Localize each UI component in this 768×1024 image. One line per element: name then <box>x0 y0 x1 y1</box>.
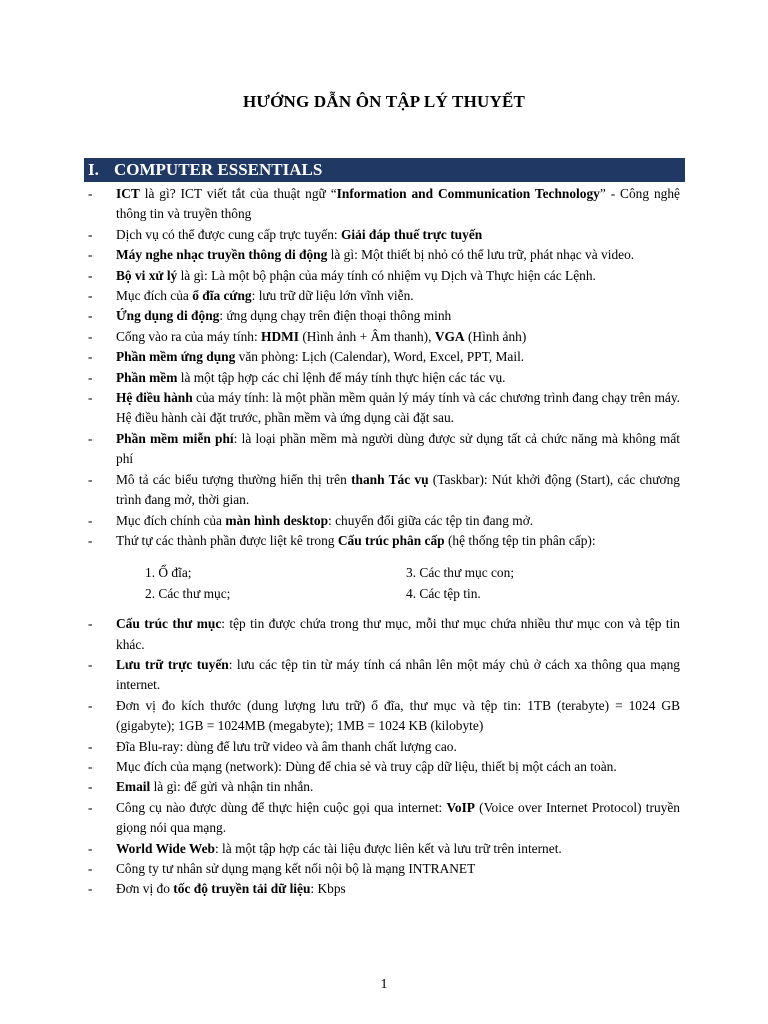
list-item-text <box>116 306 680 326</box>
bullet-dash: - <box>88 369 93 385</box>
list-item-text <box>116 839 680 859</box>
text-run: là gì: để gửi và nhận tin nhắn. <box>150 779 314 795</box>
bold-term: Cấu trúc phân cấp <box>337 532 445 548</box>
bullet-dash: - <box>88 390 93 406</box>
list-item-text <box>116 655 680 696</box>
list-item <box>84 879 680 899</box>
list-item-text <box>116 470 680 511</box>
list-item-text <box>116 327 680 347</box>
text-run: : ứng dụng chạy trên điện thoại thông minh <box>219 308 452 324</box>
list-item-text <box>116 429 680 470</box>
sublist-item: 4. Các tệp tin. <box>406 585 481 601</box>
bold-term: VGA <box>434 328 465 344</box>
text-run: (Hình ảnh) <box>464 328 527 344</box>
numbered-sublist <box>145 563 680 604</box>
text-run: Đơn vị đo kích thước (dung lượng lưu trữ) ổ đĩa, thư mục và tệp tin: 1TB (terabyte) = 1024 GB (gigabyte); 1GB = 1024MB (megabyte); 1MB = 1024 KB (kilobyte) <box>116 697 680 734</box>
list-item-text <box>116 388 680 429</box>
bullet-dash: - <box>88 758 93 774</box>
text-run: Đĩa Blu-ray: dùng để lưu trữ video và âm thanh chất lượng cao. <box>116 738 457 754</box>
text-run: Cổng vào ra của máy tính: <box>116 328 262 344</box>
bullet-dash: - <box>88 349 93 365</box>
bold-term: Giải đáp thuế trực tuyến <box>341 226 483 242</box>
sublist-item: 1. Ổ đĩa; <box>145 565 192 581</box>
text-run: : lưu trữ dữ liệu lớn vĩnh viễn. <box>251 288 414 304</box>
list-item <box>84 286 680 306</box>
list-item-text <box>116 879 680 899</box>
text-run: Mô tả các biểu tượng thường hiển thị trên <box>116 471 352 487</box>
list-item-text <box>116 737 680 757</box>
list-item <box>84 266 680 286</box>
text-run: ” - Công nghệ thông tin và truyền thông <box>116 186 680 222</box>
text-run: Công ty tư nhân sử dụng mạng kết nối nội bộ là mạng INTRANET <box>116 861 476 876</box>
bullet-dash: - <box>88 779 93 795</box>
section-heading-bar <box>84 158 685 182</box>
list-item <box>84 839 680 859</box>
bold-term: màn hình desktop <box>225 512 329 528</box>
list-item-text <box>116 696 680 737</box>
list-item-text <box>116 245 680 265</box>
list-item <box>84 388 680 429</box>
bold-term: ICT <box>116 186 140 201</box>
bold-term: Phần mềm ứng dụng <box>116 349 236 365</box>
bullet-dash: - <box>88 512 93 528</box>
page-number: 1 <box>380 977 388 992</box>
text-run: : lưu các tệp tin từ máy tính cá nhân lên một máy chủ ở cách xa thông qua mạng internet. <box>116 656 680 693</box>
list-item <box>84 245 680 265</box>
list-item-text <box>116 859 680 879</box>
bullet-dash: - <box>88 328 93 344</box>
bold-term: Phần mềm miễn phí <box>116 430 234 446</box>
bold-term: Bộ vi xử lý <box>116 267 178 283</box>
list-item <box>84 470 680 511</box>
bold-term: World Wide Web <box>116 840 215 856</box>
text-run: Đơn vị đo <box>116 881 174 897</box>
bullet-dash: - <box>88 430 93 446</box>
list-item <box>84 327 680 347</box>
bullet-dash: - <box>88 840 93 856</box>
bullet-dash: - <box>88 226 93 242</box>
text-run: : là loại phần mềm mà người dùng được sử dụng tất cả chức năng mà không mất phí <box>116 430 680 467</box>
bullet-dash: - <box>88 616 93 632</box>
list-item-text <box>116 347 680 367</box>
list-item <box>84 531 680 551</box>
bullet-dash: - <box>88 881 93 897</box>
bold-term: thanh Tác vụ <box>351 471 429 487</box>
list-item <box>84 347 680 367</box>
text-run: văn phòng: Lịch (Calendar), Word, Excel, PPT, Mail. <box>235 349 525 365</box>
text-run: là một tập hợp các chỉ lệnh để máy tính thực hiện các tác vụ. <box>177 369 506 385</box>
list-item-text <box>116 184 680 225</box>
list-item <box>84 306 680 326</box>
text-run: là gì: Là một bộ phận của máy tính có nhiệm vụ Dịch và Thực hiện các Lệnh. <box>177 267 596 283</box>
bold-term: Hệ điều hành <box>116 390 193 406</box>
text-run: : tệp tin được chứa trong thư mục, mỗi thư mục chứa nhiều thư mục con và tệp tin khác. <box>116 616 680 652</box>
list-item-text <box>116 266 680 286</box>
text-run: : Kbps <box>310 881 346 897</box>
bold-term: HDMI <box>261 328 299 344</box>
text-run: (Voice over Internet Protocol) truyền giọng nói qua mạng. <box>116 799 680 836</box>
bold-term: VoIP <box>446 799 475 815</box>
bold-term: tốc độ truyền tải dữ liệu <box>173 881 311 897</box>
bold-term: Lưu trữ trực tuyến <box>116 656 229 672</box>
list-item <box>84 225 680 245</box>
text-run: của máy tính: là một phần mềm quản lý máy tính và các chương trình đang chạy trên máy. Hệ điều hành cài đặt trước, phần mềm và ứng dụng cài đặt sau. <box>116 390 680 426</box>
bullet-dash: - <box>88 186 93 201</box>
list-item <box>84 368 680 388</box>
text-run: Mục đích của <box>116 288 193 304</box>
bold-term: Email <box>116 779 151 795</box>
bullet-dash: - <box>88 308 93 324</box>
bullet-dash: - <box>88 471 93 487</box>
bullet-dash: - <box>88 738 93 754</box>
section-number: I. <box>88 160 99 179</box>
bold-term: Phần mềm <box>116 369 178 385</box>
text-run: là gì: Một thiết bị nhỏ có thể lưu trữ, phát nhạc và video. <box>327 247 635 263</box>
list-item-text <box>116 798 680 839</box>
bold-term: ổ đĩa cứng <box>192 288 252 304</box>
text-run: Công cụ nào được dùng để thực hiện cuộc gọi qua internet: <box>116 799 447 815</box>
list-item-text <box>116 368 680 388</box>
list-item-text <box>116 777 680 797</box>
bold-term: Máy nghe nhạc truyền thông di động <box>116 247 328 263</box>
list-item <box>84 737 680 757</box>
bullet-dash: - <box>88 288 93 304</box>
list-item <box>84 614 680 655</box>
text-run: Mục đích chính của <box>116 512 226 528</box>
list-item <box>84 429 680 470</box>
bold-term: Cấu trúc thư mục <box>116 616 222 632</box>
text-run: Dịch vụ có thể được cung cấp trực tuyến: <box>116 226 341 242</box>
text-run: Thứ tự các thành phần được liệt kê trong <box>116 532 338 548</box>
sublist-item: 3. Các thư mục con; <box>406 565 515 581</box>
list-item-text <box>116 511 680 531</box>
sublist-item: 2. Các thư mục; <box>145 585 231 601</box>
list-item <box>84 184 680 225</box>
list-item-text <box>116 757 680 777</box>
document-title: HƯỚNG DẪN ÔN TẬP LÝ THUYẾT <box>242 92 526 111</box>
bold-term: Ứng dụng di động <box>116 308 220 324</box>
list-item <box>84 757 680 777</box>
bullet-dash: - <box>88 267 93 283</box>
list-item <box>84 696 680 737</box>
text-run: Mục đích của mạng (network): Dùng để chia sẻ và truy cập dữ liệu, thiết bị một cách an toàn. <box>116 758 617 774</box>
section-heading: COMPUTER ESSENTIALS <box>114 160 323 179</box>
text-run: là gì? ICT viết tắt của thuật ngữ “ <box>139 186 337 201</box>
text-run: (hệ thống tệp tin phân cấp): <box>444 532 596 548</box>
list-item-text <box>116 225 680 245</box>
text-run: (Taskbar): Nút khởi động (Start), các chương trình đang mở, thời gian. <box>116 471 680 508</box>
text-run: : chuyển đổi giữa các tệp tin đang mở. <box>328 512 534 528</box>
list-item-text <box>116 286 680 306</box>
bullet-dash: - <box>88 799 93 815</box>
bullet-dash: - <box>88 697 93 713</box>
list-item-text <box>116 531 680 551</box>
bullet-dash: - <box>88 247 93 263</box>
bullet-dash: - <box>88 656 93 672</box>
bullet-dash: - <box>88 532 93 548</box>
bullet-dash: - <box>88 861 93 876</box>
text-run: (Hình ảnh + Âm thanh), <box>298 328 435 344</box>
bold-term: Information and Communication Technology <box>336 186 600 201</box>
list-item <box>84 511 680 531</box>
text-run: : là một tập hợp các tài liệu được liên kết và lưu trữ trên internet. <box>214 840 562 856</box>
list-item <box>84 798 680 839</box>
list-item <box>84 655 680 696</box>
list-item <box>84 777 680 797</box>
list-item <box>84 859 680 879</box>
bullet-list <box>84 184 680 900</box>
list-item-text <box>116 614 680 655</box>
